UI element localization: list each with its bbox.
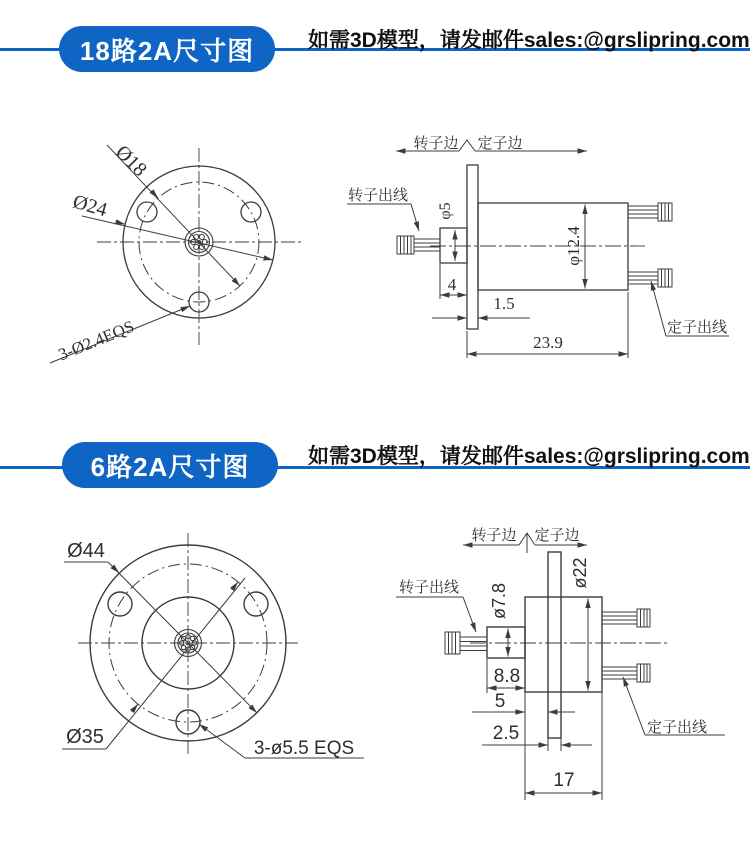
stator-side-label: 定子边 [534, 527, 580, 544]
stator-wires-label: 定子出线 [666, 319, 728, 336]
dim-outer-label: Ø44 [67, 540, 105, 562]
mount-hole [241, 202, 261, 222]
section2-badge-label: 6路2A尺寸图 [90, 451, 250, 482]
dim-bolt-circle-label: Ø35 [66, 726, 104, 748]
rotor-wires-label: 转子出线 [398, 579, 460, 596]
stator-wire-bundle-bottom [602, 664, 650, 682]
dim-shaft-len-label: 8.8 [493, 666, 521, 687]
dim-shaft-len-label: 4 [447, 275, 457, 294]
dim-body-dia-label: ø22 [570, 557, 590, 589]
dim-flange-thk-label: 2.5 [492, 723, 520, 744]
flange-side [467, 165, 478, 329]
stator-side-label: 定子边 [477, 135, 523, 152]
dim-front-len-label: 5 [494, 691, 506, 712]
section1-badge-label: 18路2A尺寸图 [79, 35, 255, 66]
centerlines [97, 148, 301, 345]
dim-body-len-label: 17 [553, 770, 575, 791]
side-view-6ch [396, 533, 725, 800]
front-dimensions [62, 562, 364, 758]
body-side [525, 597, 602, 692]
rotor-side-label: 转子边 [471, 527, 517, 544]
rotor-shaft-block [440, 228, 467, 263]
stator-wire-bundle-bottom [628, 269, 672, 287]
body-side [478, 203, 628, 290]
dim-shaft-dia-label: φ5 [437, 202, 454, 220]
flange-side [548, 552, 561, 738]
section2-note: 如需3D模型，请发邮件sales:@grslipring.com [308, 445, 750, 468]
dim-holes-label: 3-ø5.5 EQS [253, 738, 355, 759]
rotor-wires-label: 转子出线 [347, 187, 409, 204]
dim-body-dia-label: φ12.4 [564, 226, 583, 266]
front-view-18ch [50, 145, 301, 363]
dim-flange-thk-label: 1.5 [493, 294, 515, 313]
dim-total-len-label: 23.9 [533, 333, 563, 352]
drawing-6ch [0, 520, 750, 849]
dim-outer-label: Ø24 [70, 190, 110, 222]
section2-badge [62, 442, 278, 488]
section1-badge [59, 26, 275, 72]
dim-shaft-dia-label: ø7.8 [489, 582, 509, 620]
drawing-18ch [0, 90, 750, 420]
stator-wire-bundle-top [602, 609, 650, 627]
mount-hole [137, 202, 157, 222]
mount-hole [108, 592, 132, 616]
mount-hole [244, 592, 268, 616]
stator-wires-label: 定子出线 [646, 719, 708, 736]
rotor-side-label: 转子边 [413, 135, 459, 152]
centerlines [78, 533, 298, 757]
rotor-shaft-block [487, 627, 525, 658]
rotor-wire-bundle [397, 236, 440, 254]
dim-bolt-circle-label: Ø18 [111, 141, 151, 181]
dim-holes-label: 3-Ø2.4EQS [55, 316, 137, 365]
front-view-6ch [62, 533, 364, 758]
section1-note: 如需3D模型，请发邮件sales:@grslipring.com [308, 29, 750, 52]
stator-wire-bundle-top [628, 203, 672, 221]
